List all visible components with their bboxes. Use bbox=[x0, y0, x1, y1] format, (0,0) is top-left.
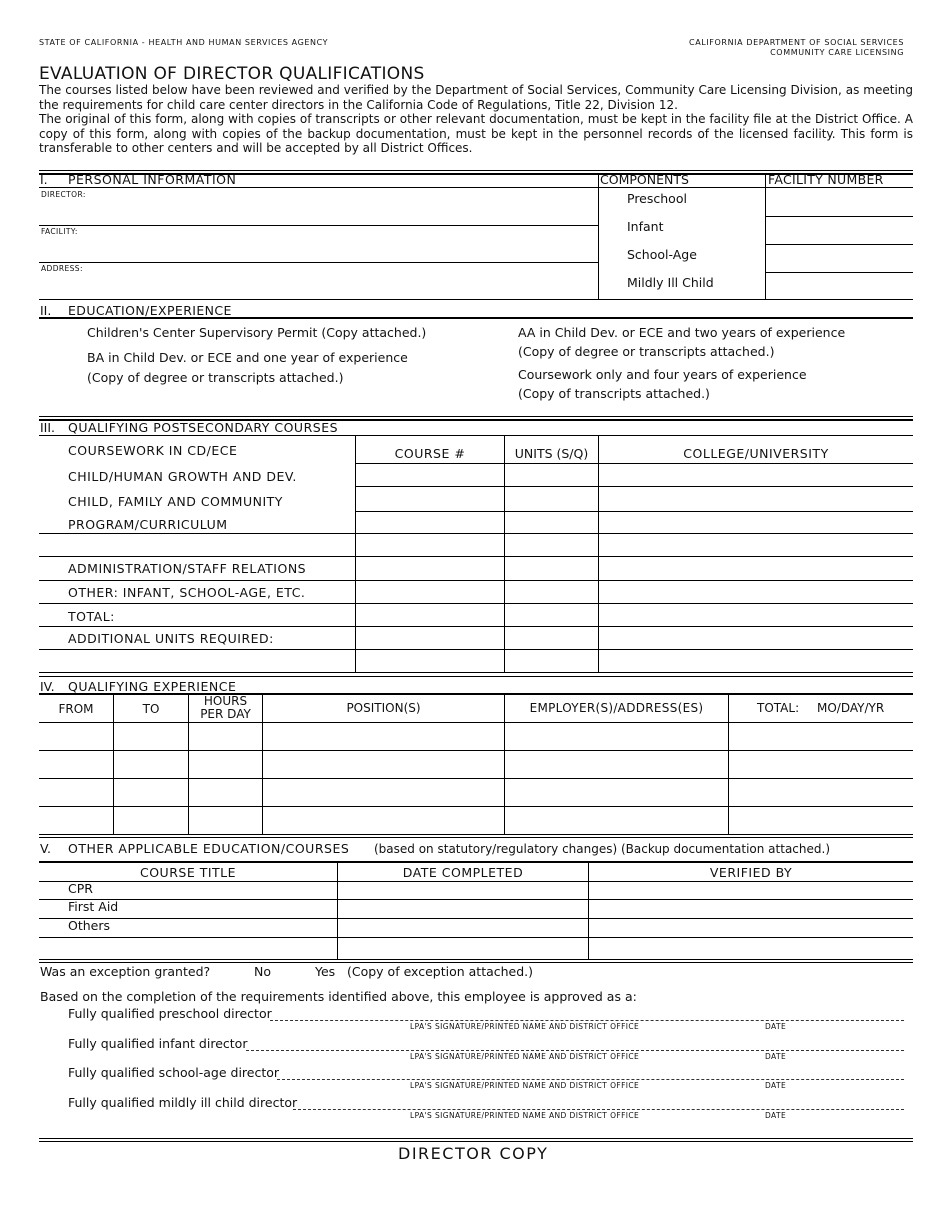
option-aa-degree[interactable]: AA in Child Dev. or ECE and two years of experience bbox=[518, 325, 846, 340]
option-aa-degree-note: (Copy of degree or transcripts attached.) bbox=[518, 344, 775, 359]
intro-paragraph-2: The original of this form, along with copies of transcripts or other relevant documentation, must be kept in the facility file at the District Office. A copy of this form, along with copies of the backup documentation, must be kept in the personnel records of the licensed facility. This form is transferable to other centers and will be accepted by all District Offices. bbox=[39, 112, 913, 155]
component-infant: Infant bbox=[627, 219, 664, 234]
component-preschool: Preschool bbox=[627, 191, 687, 206]
exception-yes-option[interactable]: Yes bbox=[315, 964, 336, 979]
section5-roman: V. bbox=[40, 841, 51, 856]
course-row-label: ADMINISTRATION/STAFF RELATIONS bbox=[68, 561, 307, 576]
course-number-header: COURSE # bbox=[394, 446, 466, 461]
sig-label: LPA'S SIGNATURE/PRINTED NAME AND DISTRICT OFFICE bbox=[410, 1111, 640, 1120]
sig-label: LPA'S SIGNATURE/PRINTED NAME AND DISTRICT OFFICE bbox=[410, 1022, 640, 1031]
course-row-label: OTHER: INFANT, SCHOOL-AGE, ETC. bbox=[68, 585, 306, 600]
school-age-signature-line[interactable] bbox=[277, 1079, 904, 1080]
date-label: DATE bbox=[765, 1081, 787, 1090]
option-ba-degree[interactable]: BA in Child Dev. or ECE and one year of experience bbox=[87, 350, 408, 365]
positions-header: POSITION(S) bbox=[346, 701, 421, 715]
employers-header: EMPLOYER(S)/ADDRESS(ES) bbox=[529, 701, 704, 715]
mo-day-yr-header: MO/DAY/YR bbox=[817, 701, 885, 715]
section4-title: QUALIFYING EXPERIENCE bbox=[68, 679, 237, 694]
section4-roman: IV. bbox=[40, 679, 55, 694]
section5-note: (based on statutory/regulatory changes) (Backup documentation attached.) bbox=[374, 842, 830, 856]
facility-number-infant-field[interactable] bbox=[767, 217, 911, 243]
date-completed-header: DATE COMPLETED bbox=[402, 865, 524, 880]
approval-school-age-label: Fully qualified school-age director bbox=[68, 1065, 280, 1080]
sig-label: LPA'S SIGNATURE/PRINTED NAME AND DISTRICT OFFICE bbox=[410, 1081, 640, 1090]
agency-header: STATE OF CALIFORNIA - HEALTH AND HUMAN SERVICES AGENCY bbox=[39, 38, 329, 47]
section3-title: QUALIFYING POSTSECONDARY COURSES bbox=[68, 420, 339, 435]
infant-signature-line[interactable] bbox=[246, 1050, 904, 1051]
exception-no-option[interactable]: No bbox=[254, 964, 271, 979]
department-header: CALIFORNIA DEPARTMENT OF SOCIAL SERVICES bbox=[689, 38, 904, 47]
course-row-label: PROGRAM/CURRICULUM bbox=[68, 517, 228, 532]
form-title: EVALUATION OF DIRECTOR QUALIFICATIONS bbox=[39, 64, 425, 84]
from-header: FROM bbox=[58, 702, 94, 716]
total-header: TOTAL: bbox=[757, 701, 800, 715]
college-header: COLLEGE/UNIVERSITY bbox=[683, 446, 829, 461]
section5-title: OTHER APPLICABLE EDUCATION/COURSES bbox=[68, 841, 350, 856]
to-header: TO bbox=[142, 702, 160, 716]
approval-mildly-ill-label: Fully qualified mildly ill child director bbox=[68, 1095, 298, 1110]
facility-number-mildly-ill-field[interactable] bbox=[767, 273, 911, 298]
section1-title: PERSONAL INFORMATION bbox=[68, 172, 237, 187]
facility-number-preschool-field[interactable] bbox=[767, 189, 911, 215]
approval-preschool-label: Fully qualified preschool director bbox=[68, 1006, 272, 1021]
section3-roman: III. bbox=[40, 420, 56, 435]
course-row-label: CHILD, FAMILY AND COMMUNITY bbox=[68, 494, 283, 509]
option-coursework-only[interactable]: Coursework only and four years of experience bbox=[518, 367, 807, 382]
option-ba-degree-note: (Copy of degree or transcripts attached.) bbox=[87, 370, 344, 385]
course-title-cpr: CPR bbox=[68, 881, 93, 896]
exception-question: Was an exception granted? bbox=[40, 964, 211, 979]
course-row-label: TOTAL: bbox=[68, 609, 115, 624]
director-copy-footer: DIRECTOR COPY bbox=[398, 1144, 549, 1163]
option-coursework-only-note: (Copy of transcripts attached.) bbox=[518, 386, 710, 401]
facility-number-header: FACILITY NUMBER bbox=[768, 172, 884, 187]
course-row-label: ADDITIONAL UNITS REQUIRED: bbox=[68, 631, 274, 646]
section1-roman: I. bbox=[40, 172, 48, 187]
facility-number-school-age-field[interactable] bbox=[767, 245, 911, 271]
course-title-header: COURSE TITLE bbox=[139, 865, 237, 880]
components-header: COMPONENTS bbox=[600, 172, 689, 187]
approval-intro: Based on the completion of the requirements identified above, this employee is approved as a: bbox=[40, 989, 637, 1004]
address-label: ADDRESS: bbox=[41, 264, 83, 273]
course-title-others: Others bbox=[68, 918, 111, 933]
coursework-header: COURSEWORK IN CD/ECE bbox=[68, 443, 238, 458]
address-field[interactable] bbox=[39, 273, 595, 297]
division-header: COMMUNITY CARE LICENSING bbox=[770, 48, 904, 57]
section2-title: EDUCATION/EXPERIENCE bbox=[68, 303, 232, 318]
hours-header: HOURS bbox=[203, 694, 248, 708]
date-label: DATE bbox=[765, 1052, 787, 1061]
exception-yes-note: (Copy of exception attached.) bbox=[347, 964, 534, 979]
approval-infant-label: Fully qualified infant director bbox=[68, 1036, 248, 1051]
per-day-header: PER DAY bbox=[200, 707, 251, 721]
facility-field[interactable] bbox=[39, 236, 595, 260]
sig-label: LPA'S SIGNATURE/PRINTED NAME AND DISTRICT OFFICE bbox=[410, 1052, 640, 1061]
date-label: DATE bbox=[765, 1111, 787, 1120]
intro-paragraph-1: The courses listed below have been reviewed and verified by the Department of Social Services, Community Care Licensing Division, as meeting the requirements for child care center directors in the California Code of Regulations, Title 22, Division 12. bbox=[39, 83, 913, 112]
units-header: UNITS (S/Q) bbox=[514, 446, 589, 461]
component-school-age: School-Age bbox=[627, 247, 697, 262]
director-field[interactable] bbox=[39, 199, 595, 223]
date-label: DATE bbox=[765, 1022, 787, 1031]
mildly-ill-signature-line[interactable] bbox=[293, 1109, 904, 1110]
option-supervisory-permit[interactable]: Children's Center Supervisory Permit (Copy attached.) bbox=[87, 325, 427, 340]
component-mildly-ill: Mildly Ill Child bbox=[627, 275, 714, 290]
preschool-signature-line[interactable] bbox=[270, 1020, 904, 1021]
facility-label: FACILITY: bbox=[41, 227, 78, 236]
section2-roman: II. bbox=[40, 303, 52, 318]
course-row-label: CHILD/HUMAN GROWTH AND DEV. bbox=[68, 469, 297, 484]
director-label: DIRECTOR: bbox=[41, 190, 86, 199]
course-title-first-aid: First Aid bbox=[68, 899, 119, 914]
verified-by-header: VERIFIED BY bbox=[709, 865, 793, 880]
